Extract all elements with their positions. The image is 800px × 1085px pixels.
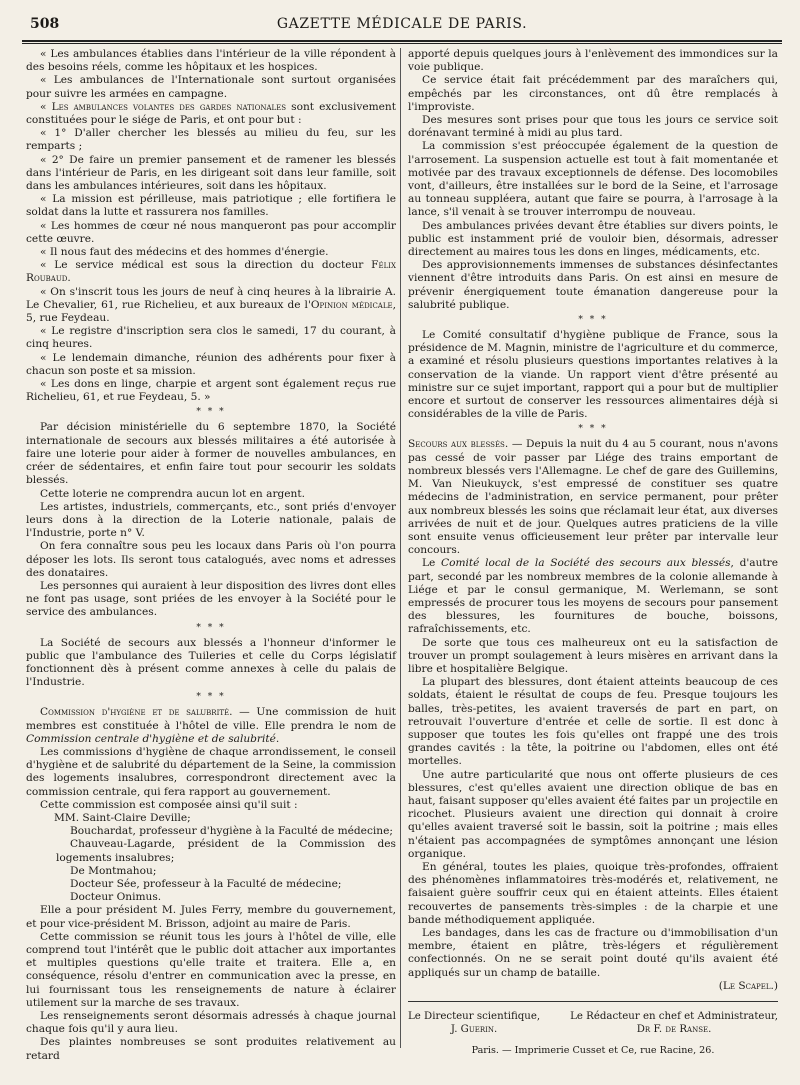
member-item: Chauveau-Lagarde, président de la Commission des logements insalubres;: [56, 838, 396, 864]
paragraph: Des approvisionnements immenses de substances désinfectantes viennent d'être introduits dans Paris. On est ainsi en mesure de prévenir énergiquement toute émanation dangereuse pour la salubrité publique.: [408, 259, 778, 311]
page-header: [22, 12, 782, 36]
paragraph: « Les ambulances établies dans l'intérieur de la ville répondent à des besoins réels, comme les hôpitaux et les hospices.: [26, 48, 396, 74]
member-item: Docteur Sée, professeur à la Faculté de médecine;: [70, 877, 342, 890]
header-rule-thin: [22, 43, 782, 44]
paragraph: « Le registre d'inscription sera clos le samedi, 17 du courant, à cinq heures.: [26, 325, 396, 351]
paragraph: Cette loterie ne comprendra aucun lot en argent.: [40, 487, 306, 500]
paragraph: « 2° De faire un premier pansement et de ramener les blessés dans l'intérieur de Paris, en les dirigeant soit dans leur famille, soit dans les ambulances intérieures, soit dans les hôpitaux.: [26, 153, 396, 193]
member-item: Bouchardat, professeur d'hygiène à la Faculté de médecine;: [70, 825, 393, 838]
paragraph: « Le lendemain dimanche, réunion des adhérents pour fixer à chacun son poste et sa mission.: [26, 351, 396, 377]
paragraph: Les commissions d'hygiène de chaque arrondissement, le conseil d'hygiène et de salubrité du département de la Seine, la commission des logements insalubres, correspondront directement avec la commission centrale, qui fera rapport au gouvernement.: [26, 745, 396, 798]
section-heading: Secours aux blessés.: [408, 438, 509, 451]
paragraph: Secours aux blessés. — Depuis la nuit du 4 au 5 courant, nous n'avons pas cessé de voir passer par Liége des trains emportant de nombreux blessés vers l'Allemagne. Le chef de gare des Guillemins, M. Van Nieukuyck, s'est empressé de constituer ses quatre médecins de l'administration, en service permanent, pour prêter aux nombreux blessés les soins que réclamait leur état, aux diverses arrivées de nuit et de jour. Quelques autres praticiens de la ville sont ensuite venus officieusement leur prêter par intervalle leur concours.: [408, 438, 779, 557]
paragraph: La commission s'est préoccupée également de la question de l'arrosement. La suspension actuelle est tout à fait momentanée et motivée par des travaux exceptionnels de défense. Des locomobiles vont, d'ailleurs, être installées sur le bord de la Seine, et l'arrosage au tonneau suppléera, autant que faire se pourra, à l'arrosage à la lance, s'il venait à se trouver interrompu de nouveau.: [408, 140, 778, 219]
paragraph: Ce service était fait précédemment par des maraîchers qui, empêchés par les circonstances, ont dû être remplacés à l'improviste.: [408, 74, 778, 113]
separator-stars: * * *: [196, 407, 226, 418]
paragraph: Des ambulances privées devant être établies sur divers points, le public est instamment prié de vouloir bien, désormais, adresser directement au maires tous les dons en linges, médicaments, etc.: [408, 219, 778, 259]
running-title: GAZETTE MÉDICALE DE PARIS.: [276, 16, 528, 32]
right-column: [408, 48, 778, 1057]
source-credit: (Le Scapel.): [718, 979, 778, 992]
paragraph: Des plaintes nombreuses se sont produites relativement au retard: [26, 1036, 396, 1062]
paragraph: Commission d'hygiène et de salubrité. — Une commission de huit membres est constituée à l'hôtel de ville. Elle prendra le nom de Commission centrale d'hygiène et de salubrité.: [26, 706, 396, 745]
paragraph: De sorte que tous ces malheureux ont eu la satisfaction de trouver un prompt soulagement à leurs misères en arrivant dans la libre et hospitalière Belgique.: [408, 636, 778, 675]
signature-director: Le Directeur scientifique, J. Guerin.: [408, 1011, 541, 1036]
paragraph: « Les ambulances volantes des gardes nationales sont exclusivement constituées pour le siége de Paris, et ont pour but :: [26, 100, 396, 127]
signature-editor: Le Rédacteur en chef et Administrateur, Dr F. de Ranse.: [570, 1011, 778, 1036]
page-number: 508: [30, 16, 60, 32]
paragraph: Par décision ministérielle du 6 septembre 1870, la Société internationale de secours aux blessés militaires a été autorisée à faire une loterie pour aider à former de nouvelles ambulances, en créer de sédentaires, et enfin faire tout pour secourir les soldats blessés.: [26, 421, 396, 487]
section-heading: Commission d'hygiène et de salubrité.: [40, 706, 233, 719]
separator-stars: * * *: [196, 622, 226, 633]
separator-stars: * * *: [196, 692, 226, 703]
paragraph: « 1° D'aller chercher les blessés au milieu du feu, sur les remparts ;: [26, 127, 396, 153]
paragraph: On fera connaître sous peu les locaux dans Paris où l'on pourra déposer les lots. Ils seront tous catalogués, avec noms et adresses des donataires.: [26, 540, 396, 579]
member-item: MM. Saint-Claire Deville;: [54, 811, 191, 824]
paragraph: Le Comité consultatif d'hygiène publique de France, sous la présidence de M. Magnin, ministre de l'agriculture et du commerce, a examiné et résolu plusieurs questions importantes relatives à la conservation de la viande. Un rapport vient d'être présenté au ministre sur ce sujet important, rapport qui a pour but de multiplier encore et surtout de conserver les ressources alimentaires déjà si considérables de la ville de Paris.: [408, 329, 778, 421]
paragraph: « Les ambulances de l'Internationale sont surtout organisées pour suivre les armées en campagne.: [26, 74, 396, 100]
paragraph: « Il nous faut des médecins et des hommes d'énergie.: [40, 246, 329, 259]
separator-stars: * * *: [578, 315, 608, 326]
section-lead: « Les ambulances volantes des gardes nationales: [40, 100, 287, 113]
paragraph: Des mesures sont prises pour que tous les jours ce service soit dorénavant terminé à midi au plus tard.: [408, 114, 778, 140]
paragraph: Une autre particularité que nous ont offerte plusieurs de ces blessures, c'est qu'elles avaient une direction oblique de bas en haut, faisant supposer qu'elles avaient été faites par un projectile en ricochet. Plusieurs avaient une direction qui donnait à croire qu'elles avaient traversé soit le bassin, soit la poitrine ; mais elles n'étaient pas accompagnées de symptômes annonçant une lésion organique.: [408, 768, 778, 860]
paragraph: La Société de secours aux blessés a l'honneur d'informer le public que l'ambulance des Tuileries et celle du Corps législatif fonctionnent dès à présent comme annexes à celle du palais de l'Industrie.: [26, 636, 396, 689]
paragraph: « On s'inscrit tous les jours de neuf à cinq heures à la librairie A. Le Chevalier, 61, rue Richelieu, et aux bureaux de l'Opinion médicale, 5, rue Feydeau.: [26, 285, 396, 325]
paragraph: apporté depuis quelques jours à l'enlèvement des immondices sur la voie publique.: [408, 48, 778, 74]
member-item: Docteur Onimus.: [70, 891, 162, 904]
paragraph: « Les dons en linge, charpie et argent sont également reçus rue Richelieu, 61, et rue Feydeau, 5. »: [26, 378, 396, 404]
paragraph: « La mission est périlleuse, mais patriotique ; elle fortifiera le soldat dans la lutte et rassurera nos familles.: [26, 193, 396, 219]
paragraph: Les personnes qui auraient à leur disposition des livres dont elles ne font pas usage, sont priées de les envoyer à la Société pour le service des ambulances.: [26, 579, 396, 619]
paragraph: Cette commission se réunit tous les jours à l'hôtel de ville, elle comprend tout l'intérêt que le public doit attacher aux importantes et multiples questions qu'elle traite et traitera. Elle a, en conséquence, résolu d'entrer en communication avec la presse, en lui fournissant tous les renseignements de nature à éclairer utilement sur la marche de ses travaux.: [26, 930, 396, 1009]
paragraph: Les renseignements seront désormais adressés à chaque journal chaque fois qu'il y aura lieu.: [26, 1010, 396, 1036]
paragraph: « Les hommes de cœur né nous manqueront pas pour accomplir cette œuvre.: [26, 219, 396, 245]
paragraph: La plupart des blessures, dont étaient atteints beaucoup de ces soldats, étaient le résultat de coups de feu. Presque toujours les balles, très-petites, les avaient traversés de part en part, on retrouvait l'ouverture d'entrée et celle de sortie. Il est donc à supposer que toutes les fois qu'elles ont frappé une des trois grandes cavités : la tête, la poitrine ou l'abdomen, elles ont été mortelles.: [408, 676, 778, 768]
paragraph: En général, toutes les plaies, quoique très-profondes, offraient des phénomènes inflammatoires très-modérés et, relativement, ne faisaient guère souffrir ceux qui en étaient atteints. Elles étaient recouvertes de pansements très-simples : de la charpie et une bande méthodiquement appliquée.: [408, 860, 778, 926]
paragraph: Les bandages, dans les cas de fracture ou d'immobilisation d'un membre, étaient en plâtre, très-légers et régulièrement confectionnés. On ne se serait point douté qu'ils avaient été appliqués sur un champ de bataille.: [408, 927, 778, 979]
paragraph: Cette commission est composée ainsi qu'il suit :: [40, 798, 298, 811]
paragraph: Les artistes, industriels, commerçants, etc., sont priés d'envoyer leurs dons à la direction de la Loterie nationale, palais de l'Industrie, porte n° V.: [26, 500, 396, 540]
separator-stars: * * *: [578, 424, 608, 435]
member-item: De Montmahou;: [70, 864, 157, 877]
newspaper-page: [22, 12, 782, 1080]
printer-imprint: Paris. — Imprimerie Cusset et Ce, rue Racine, 26.: [471, 1045, 715, 1057]
paragraph: « Le service médical est sous la direction du docteur Félix Roubaud.: [26, 259, 396, 285]
left-column: [26, 48, 396, 1063]
paragraph: Le Comité local de la Société des secours aux blessés, d'autre part, secondé par les nombreux membres de la colonie allemande à Liége et par le consul germanique, M. Werlemann, se sont empressés de procurer tous les moyens de secours pour pansement des blessures, les fournitures de bouche, boissons, rafraîchissements, etc.: [408, 557, 778, 636]
signature-block: [408, 1001, 778, 1036]
header-rule: [22, 40, 782, 42]
column-divider: [400, 48, 401, 1048]
paragraph: Elle a pour président M. Jules Ferry, membre du gouvernement, et pour vice-président M. Brisson, adjoint au maire de Paris.: [26, 904, 396, 930]
